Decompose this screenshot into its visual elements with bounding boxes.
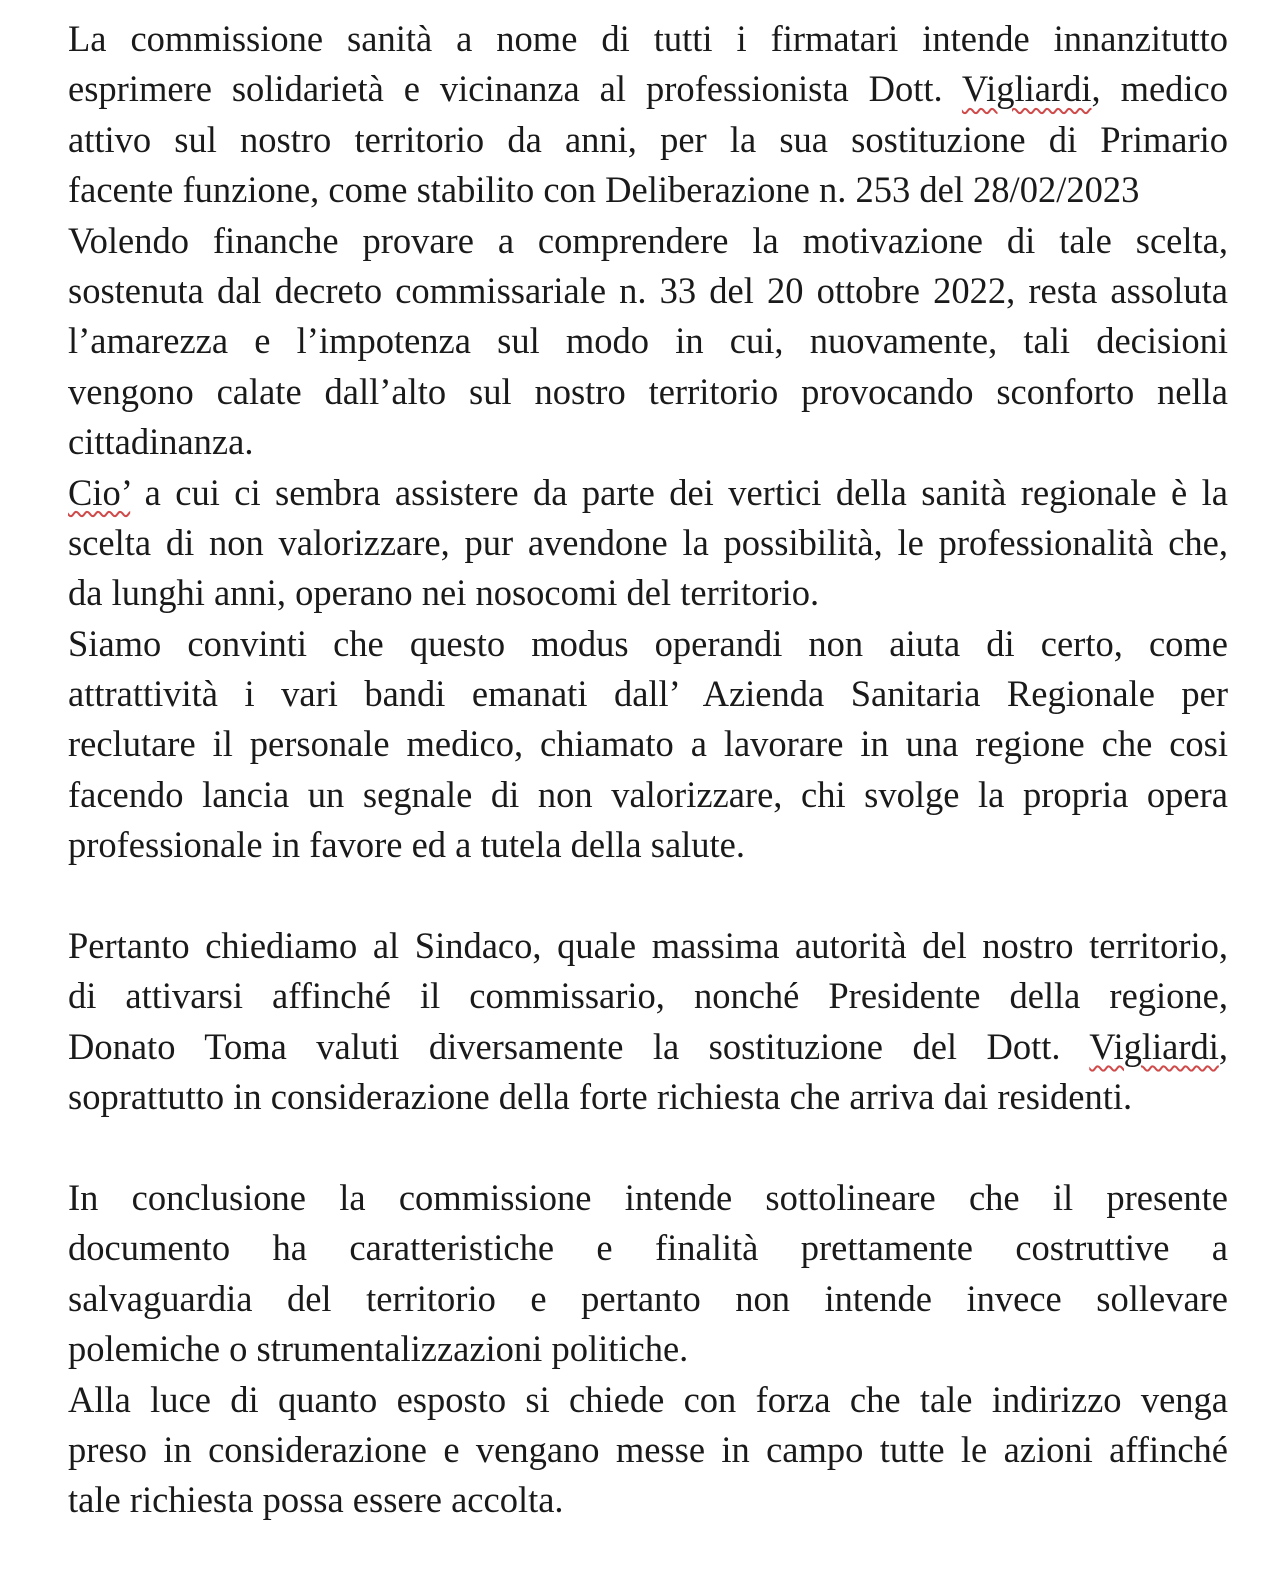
spellcheck-flagged-word: Vigliardi	[1089, 1025, 1219, 1067]
text-line: reclutare il personale medico, chiamato a lavorare in una regione che cosi	[68, 723, 1228, 765]
text-line: polemiche o strumentalizzazioni politiche.	[68, 1328, 689, 1370]
text-line: facente funzione, come stabilito con Deliberazione n. 253 del 28/02/2023	[68, 169, 1140, 211]
text-line: da lunghi anni, operano nei nosocomi del territorio.	[68, 572, 820, 614]
paragraph-conclusion	[68, 1173, 1228, 1375]
text-line: Pertanto chiediamo al Sindaco, quale massima autorità del nostro territorio,	[68, 925, 1228, 967]
paragraph-spacer	[68, 871, 1228, 921]
paragraph-modus-operandi	[68, 619, 1228, 871]
text-line: di attivarsi affinché il commissario, nonché Presidente della regione,	[68, 975, 1228, 1017]
text-line: soprattutto in considerazione della forte richiesta che arriva dai residenti.	[68, 1076, 1133, 1118]
text-line: sostenuta dal decreto commissariale n. 33 del 20 ottobre 2022, resta assoluta	[68, 269, 1228, 311]
text-line: attivo sul nostro territorio da anni, per la sua sostituzione di Primario	[68, 118, 1228, 160]
text-line: Siamo convinti che questo modus operandi non aiuta di certo, come	[68, 622, 1228, 664]
text-line: La commissione sanità a nome di tutti i firmatari intende innanzitutto	[68, 18, 1228, 59]
text-line: l’amarezza e l’impotenza sul modo in cui, nuovamente, tali decisioni	[68, 320, 1228, 362]
text-line: tale richiesta possa essere accolta.	[68, 1479, 564, 1521]
text-line: Alla luce di quanto esposto si chiede con forza che tale indirizzo venga	[68, 1378, 1228, 1420]
text-line: facendo lancia un segnale di non valorizzare, chi svolge la propria opera	[68, 773, 1228, 815]
text-line: attrattività i vari bandi emanati dall’ Azienda Sanitaria Regionale per	[68, 673, 1228, 715]
text-line: vengono calate dall’alto sul nostro territorio provocando sconforto nella	[68, 370, 1228, 412]
text-line: Volendo finanche provare a comprendere la motivazione di tale scelta,	[68, 219, 1228, 261]
text-line: Donato Toma valuti diversamente la sostituzione del Dott. Vigliardi,	[68, 1025, 1228, 1067]
document-page	[68, 14, 1228, 1526]
paragraph-solidarity	[68, 14, 1228, 216]
text-line: cittadinanza.	[68, 421, 254, 463]
paragraph-regional-choice	[68, 468, 1228, 619]
paragraph-spacer	[68, 1123, 1228, 1173]
spellcheck-flagged-word: Cio’	[68, 471, 131, 513]
text-line: scelta di non valorizzare, pur avendone la possibilità, le professionalità che,	[68, 521, 1228, 563]
text-line: professionale in favore ed a tutela della salute.	[68, 824, 745, 866]
paragraph-motivation	[68, 216, 1228, 468]
text-line: esprimere solidarietà e vicinanza al professionista Dott. Vigliardi, medico	[68, 68, 1229, 110]
text-line: preso in considerazione e vengano messe in campo tutte le azioni affinché	[68, 1428, 1228, 1470]
text-line: documento ha caratteristiche e finalità prettamente costruttive a	[68, 1227, 1228, 1269]
paragraph-request-mayor	[68, 921, 1228, 1123]
spellcheck-flagged-word: Vigliardi	[961, 68, 1092, 110]
paragraph-final-request	[68, 1375, 1228, 1526]
text-line: salvaguardia del territorio e pertanto non intende invece sollevare	[68, 1277, 1228, 1319]
text-line: Cio’ a cui ci sembra assistere da parte dei vertici della sanità regionale è la	[68, 471, 1228, 513]
text-line: In conclusione la commissione intende sottolineare che il presente	[68, 1176, 1228, 1218]
